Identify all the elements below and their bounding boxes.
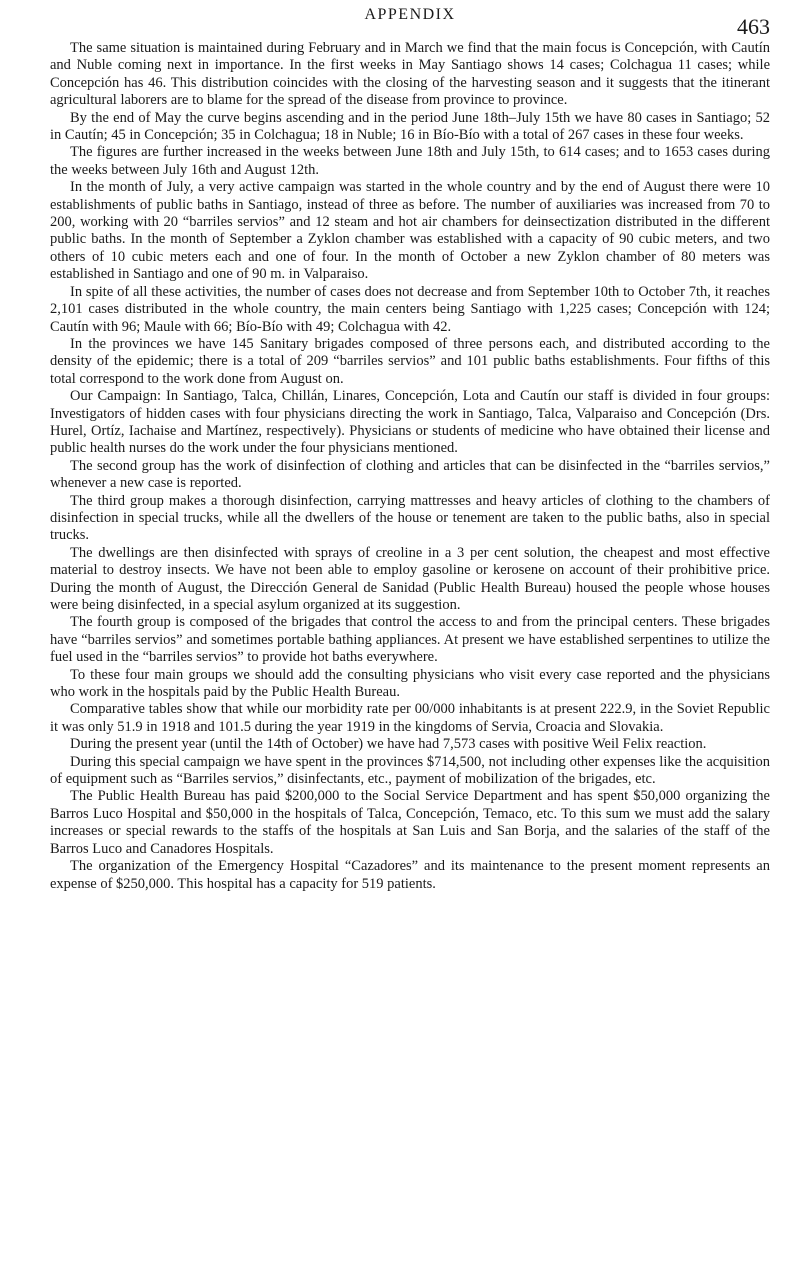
paragraph: The figures are further increased in the weeks between June 18th and July 15th, to 614 cases; and to 1653 cases during the weeks between July 16th and August 12th. bbox=[50, 144, 770, 178]
paragraph: The dwellings are then disinfected with sprays of creoline in a 3 per cent solution, the cheapest and most effective material to destroy insects. We have not been able to employ gasoline or kerosene on account of their prohibitive price. During the month of August, the Dirección General de Sanidad (Public Health Bureau) housed the people whose houses were being disinfected, in a special asylum organized at its suggestion. bbox=[50, 544, 770, 613]
paragraph: During this special campaign we have spent in the provinces $714,500, not including other expenses like the acquisition of equipment such as “Barriles servios,” disinfectants, etc., payment of mobilization of the brigades, etc. bbox=[50, 753, 770, 788]
paragraph: Comparative tables show that while our morbidity rate per 00/000 inhabitants is at present 222.9, in the Soviet Republic it was only 51.9 in 1918 and 101.5 during the year 1919 in the kingdoms of Servia, Croacia and Slovakia. bbox=[50, 701, 770, 735]
paragraph: During the present year (until the 14th of October) we have had 7,573 cases with positive Weil Felix reaction. bbox=[70, 736, 707, 753]
paragraph: In the provinces we have 145 Sanitary brigades composed of three persons each, and distributed according to the density of the epidemic; there is a total of 209 “barriles servios” and 101 public baths establishments. Four fifths of this total correspond to the work done from August on. bbox=[50, 335, 770, 387]
paragraph: In the month of July, a very active campaign was started in the whole country and by the end of August there were 10 establishments of public baths in Santiago, instead of three as before. The number of auxiliaries was increased from 70 to 200, working with 20 “barriles servios” and 12 steam and hot air chambers for deinsectization distributed in the different public baths. In the month of September a Zyklon chamber was established with a capacity of 90 cubic meters, and two others of 10 cubic meters each and one of four. In the month of October a new Zyklon chamber of 80 meters was established in Santiago and one of 90 m. in Valparaiso. bbox=[50, 179, 770, 283]
paragraph: The organization of the Emergency Hospital “Cazadores” and its maintenance to the present moment represents an expense of $250,000. This hospital has a capacity for 519 patients. bbox=[50, 858, 770, 892]
running-title: APPENDIX bbox=[364, 6, 456, 23]
paragraph: To these four main groups we should add the consulting physicians who visit every case reported and the physicians who work in the hospitals paid by the Public Health Bureau. bbox=[50, 666, 770, 701]
body-text bbox=[50, 40, 770, 893]
paragraph: The second group has the work of disinfection of clothing and articles that can be disinfected in the “barriles servios,” whenever a new case is reported. bbox=[50, 457, 770, 492]
paragraph: By the end of May the curve begins ascending and in the period June 18th–July 15th we have 80 cases in Santiago; 52 in Cautín; 45 in Concepción; 35 in Colchagua; 18 in Nuble; 16 in Bío-Bío with a total of 267 cases in these four weeks. bbox=[50, 109, 770, 144]
page-number: 463 bbox=[737, 14, 770, 39]
paragraph: Our Campaign: In Santiago, Talca, Chillán, Linares, Concepción, Lota and Cautín our staff is divided in four groups: Investigators of hidden cases with four physicians directing the work in Santiago, Talca, Valparaiso and Concepción (Drs. Hurel, Ortíz, Iachaise and Martínez, respectively). Physicians or students of medicine who have obtained their license and public health nurses do the work under the four physicians mentioned. bbox=[50, 388, 770, 457]
paragraph: The third group makes a thorough disinfection, carrying mattresses and heavy articles of clothing to the chambers of disinfection in special trucks, while all the dwellers of the house or tenement are taken to the public baths, also in special trucks. bbox=[50, 492, 770, 544]
paragraph: The fourth group is composed of the brigades that control the access to and from the principal centers. These brigades have “barriles servios” and sometimes portable bathing appliances. At present we have established serpentines to utilize the fuel used in the “barriles servios” to provide hot baths everywhere. bbox=[50, 614, 770, 666]
paragraph: In spite of all these activities, the number of cases does not decrease and from September 10th to October 7th, it reaches 2,101 cases distributed in the whole country, the main centers being Santiago with 1,225 cases; Concepción with 124; Cautín with 96; Maule with 66; Bío-Bío with 49; Colchagua with 42. bbox=[50, 283, 770, 335]
paragraph: The same situation is maintained during February and in March we find that the main focus is Concepción, with Cautín and Nuble coming next in importance. In the first weeks in May Santiago shows 14 cases; Colchagua 11 cases; while Concepción has 46. This distribution coincides with the closing of the harvesting season and it suggests that the itinerant agricultural laborers are to blame for the spread of the disease from province to province. bbox=[50, 40, 770, 109]
paragraph: The Public Health Bureau has paid $200,000 to the Social Service Department and has spent $50,000 organizing the Barros Luco Hospital and $50,000 in the hospitals of Talca, Concepción, Temaco, etc. To this sum we must add the salary increases or special rewards to the staffs of the hospitals at San Luis and San Borja, and the salaries of the staff of the Barros Luco and Canadores Hospitals. bbox=[50, 788, 770, 857]
running-head bbox=[50, 0, 770, 40]
